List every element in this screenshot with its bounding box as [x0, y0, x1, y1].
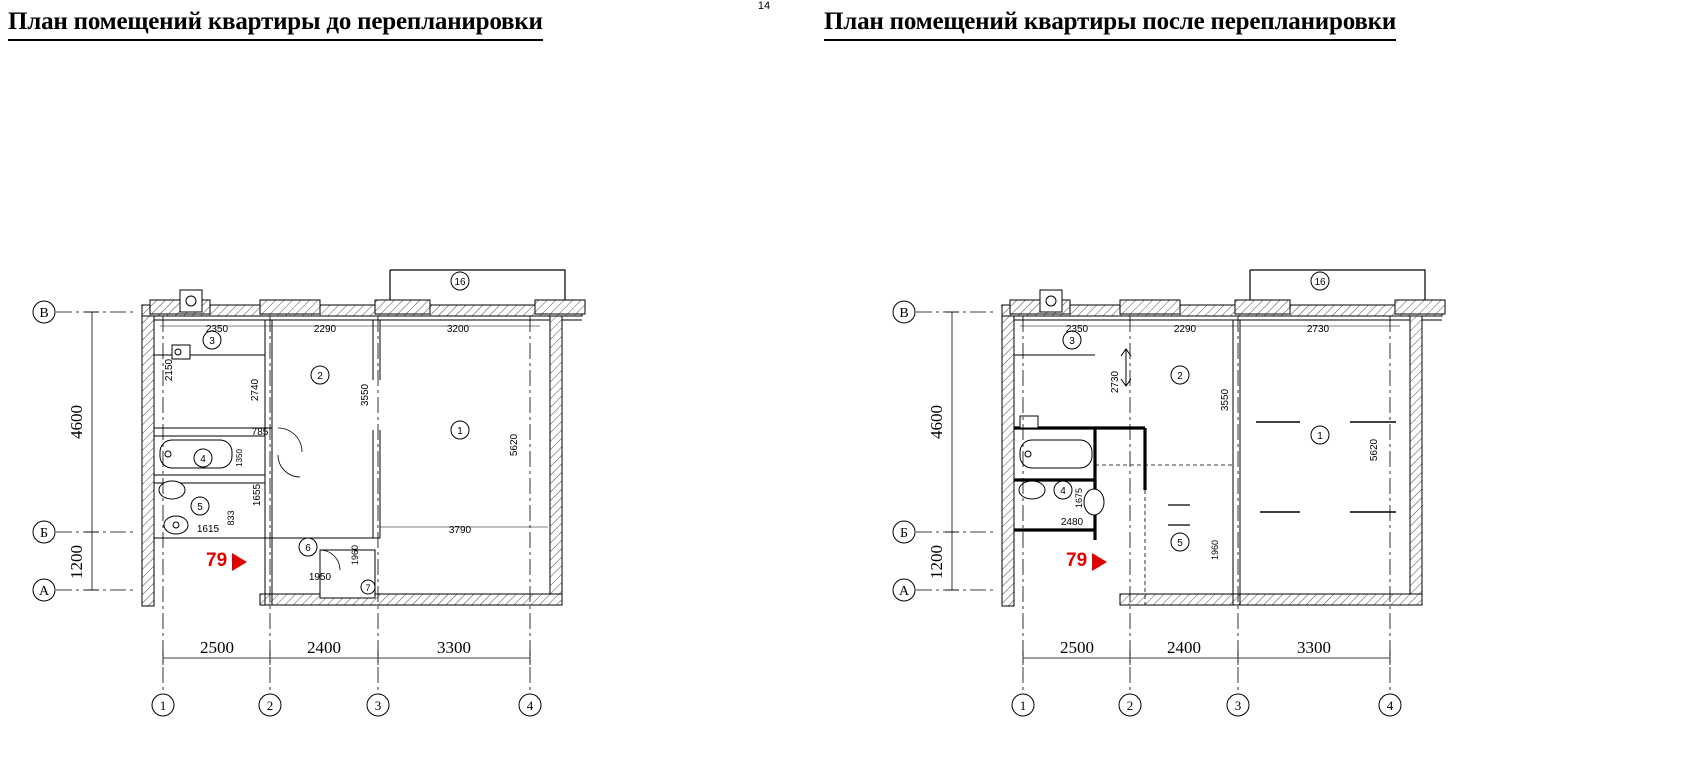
svg-text:5620: 5620: [509, 433, 520, 457]
marker-label-before: 79: [206, 550, 228, 571]
svg-text:1960: 1960: [1210, 539, 1220, 561]
svg-text:2290: 2290: [313, 324, 337, 335]
svg-text:4: 4: [1060, 486, 1066, 497]
svg-text:1950: 1950: [308, 572, 332, 583]
svg-text:3300: 3300: [437, 638, 471, 657]
svg-text:6: 6: [305, 543, 311, 554]
svg-text:16: 16: [1314, 277, 1326, 288]
svg-text:4: 4: [526, 698, 534, 713]
svg-text:2400: 2400: [1167, 638, 1201, 657]
red-triangle-pointer-icon-before: [232, 553, 247, 571]
red-triangle-pointer-icon-after: [1092, 553, 1107, 571]
svg-text:3550: 3550: [360, 383, 371, 407]
svg-text:В: В: [899, 306, 909, 321]
svg-text:2290: 2290: [1173, 324, 1197, 335]
plan-title-before: [8, 8, 543, 41]
svg-text:Б: Б: [39, 526, 49, 541]
svg-text:Б: Б: [899, 526, 909, 541]
svg-text:833: 833: [226, 510, 236, 526]
svg-text:2: 2: [1126, 698, 1134, 713]
svg-text:785: 785: [251, 427, 269, 438]
svg-text:1: 1: [457, 426, 463, 437]
svg-text:3: 3: [209, 336, 215, 347]
floor-plan-before-drawing: [20, 250, 660, 730]
svg-text:2: 2: [1177, 371, 1183, 382]
svg-text:3550: 3550: [1220, 388, 1231, 412]
svg-text:3: 3: [1234, 698, 1242, 713]
svg-text:1350: 1350: [235, 449, 244, 467]
svg-text:3790: 3790: [448, 525, 472, 536]
svg-text:2350: 2350: [1065, 324, 1089, 335]
svg-text:В: В: [39, 306, 49, 321]
svg-text:2740: 2740: [250, 378, 261, 402]
floor-plan-after-drawing: [880, 250, 1520, 730]
svg-text:3200: 3200: [446, 324, 470, 335]
svg-text:5: 5: [1177, 538, 1183, 549]
floor-plan-before: [20, 250, 660, 730]
svg-text:4: 4: [200, 454, 206, 465]
plan-title-after-text: План помещений квартиры после перепланировки: [824, 8, 1396, 41]
svg-text:3: 3: [374, 698, 382, 713]
svg-text:3: 3: [1069, 336, 1075, 347]
svg-text:1: 1: [1317, 431, 1323, 442]
svg-text:1960: 1960: [350, 544, 360, 566]
plan-title-after: [824, 8, 1396, 41]
marker-label-after: 79: [1066, 550, 1088, 571]
svg-text:7: 7: [365, 583, 371, 593]
svg-text:3300: 3300: [1297, 638, 1331, 657]
svg-text:А: А: [898, 584, 910, 599]
svg-text:1: 1: [1019, 698, 1027, 713]
svg-text:1655: 1655: [252, 483, 263, 507]
floor-plan-after: [880, 250, 1520, 730]
page-number: 14: [757, 0, 771, 12]
svg-text:4: 4: [1386, 698, 1394, 713]
plan-title-before-text: План помещений квартиры до перепланировки: [8, 8, 543, 41]
svg-text:4600: 4600: [67, 405, 86, 439]
svg-text:2: 2: [266, 698, 274, 713]
svg-text:А: А: [38, 584, 50, 599]
svg-text:4600: 4600: [927, 405, 946, 439]
svg-text:5: 5: [197, 502, 203, 513]
svg-text:1200: 1200: [927, 545, 946, 579]
svg-text:2350: 2350: [205, 324, 229, 335]
svg-text:1615: 1615: [196, 524, 220, 535]
svg-text:2730: 2730: [1110, 370, 1121, 394]
svg-text:1: 1: [159, 698, 167, 713]
svg-text:2150: 2150: [164, 358, 175, 382]
svg-text:2730: 2730: [1306, 324, 1330, 335]
svg-text:2480: 2480: [1060, 517, 1084, 528]
svg-text:1675: 1675: [1074, 487, 1084, 509]
svg-text:2400: 2400: [307, 638, 341, 657]
svg-text:1200: 1200: [67, 545, 86, 579]
svg-text:16: 16: [454, 277, 466, 288]
svg-text:2500: 2500: [200, 638, 234, 657]
svg-text:5620: 5620: [1369, 438, 1380, 462]
svg-text:2500: 2500: [1060, 638, 1094, 657]
svg-text:2: 2: [317, 371, 323, 382]
